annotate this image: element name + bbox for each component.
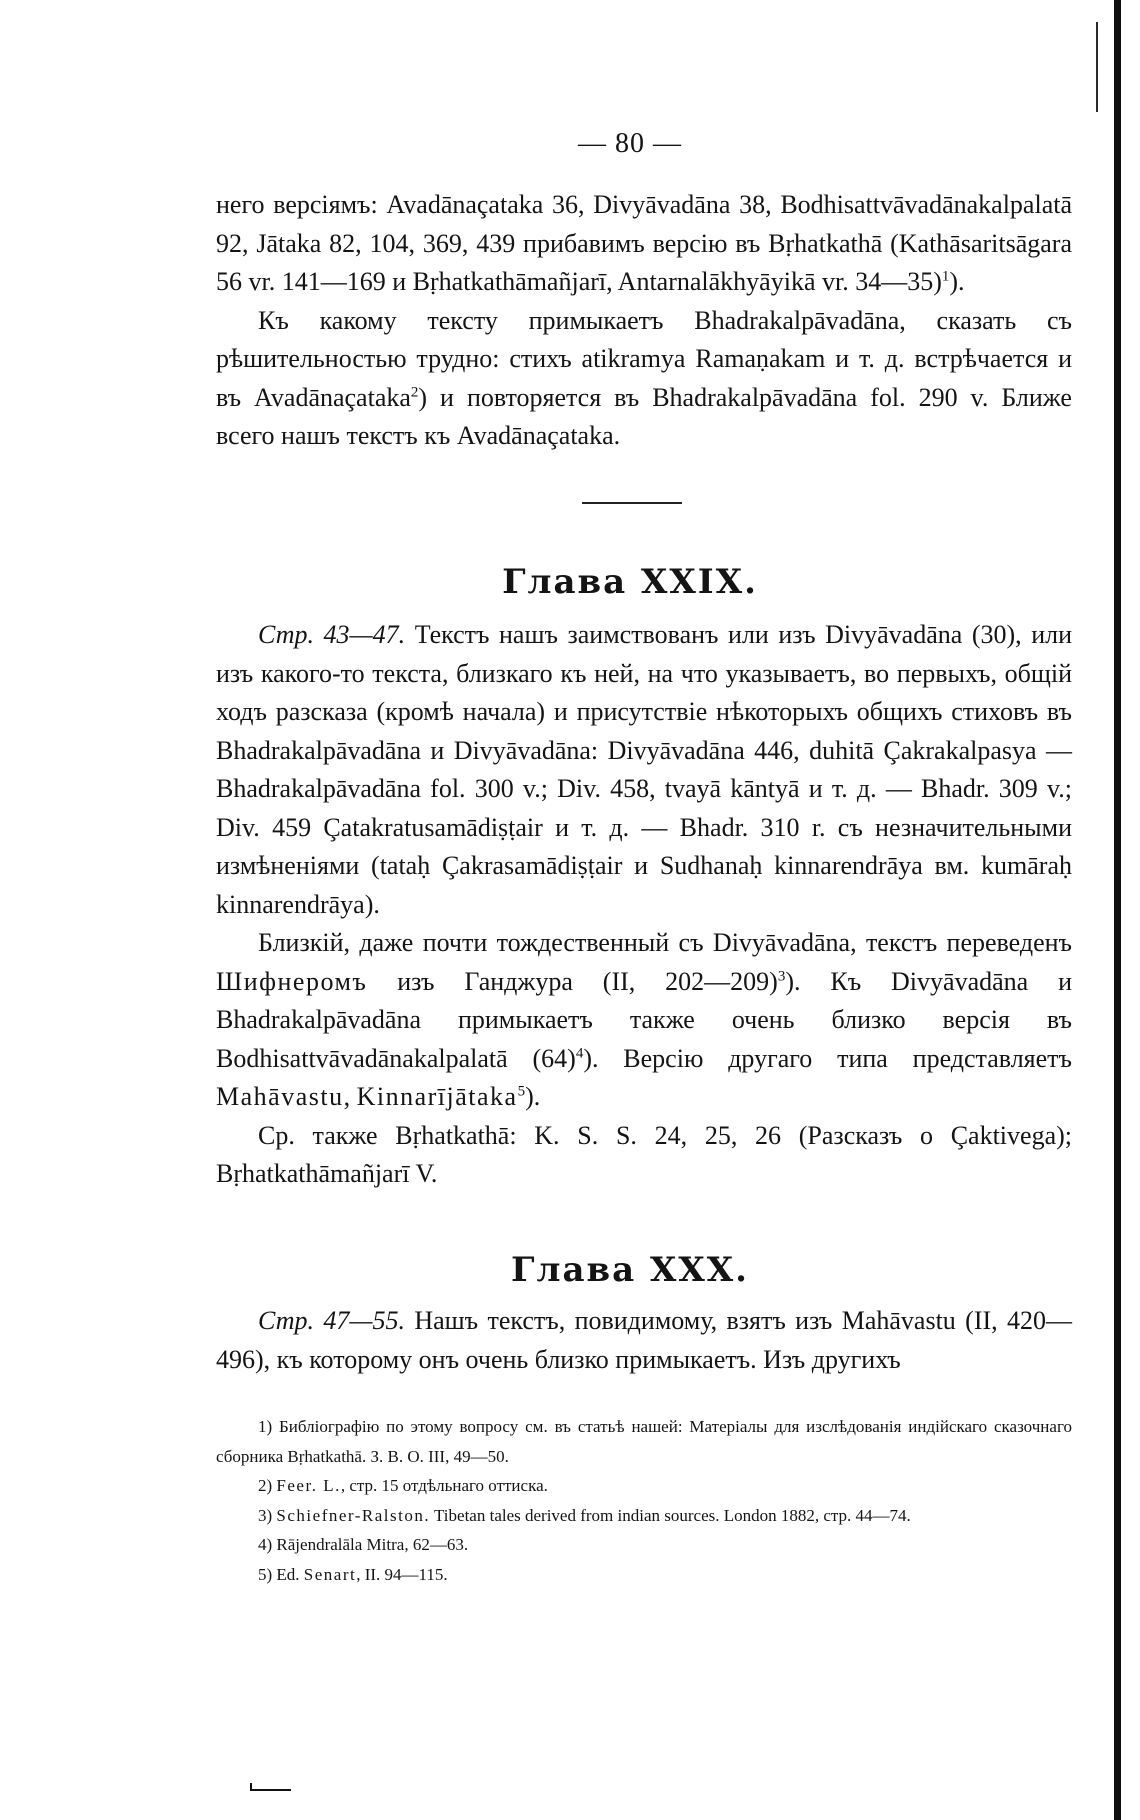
- author-name: Senart: [303, 1564, 357, 1584]
- paragraph: Ср. также Bṛhatkathā: K. S. S. 24, 25, 26 (Разсказъ о Çaktivega); Bṛhatkathāmañjarī V.: [216, 1120, 1072, 1188]
- footnote: 3) Schiefner-Ralston. Tibetan tales derived from indian sources. London 1882, стр. 44—74.: [258, 1505, 911, 1525]
- chapter-heading: Глава XXX.: [511, 1250, 749, 1290]
- footnote: 1) Библіографію по этому вопросу см. въ статьѣ нашей: Матеріалы для изслѣдованія индійскаго сказочнаго сборника Bṛhatkathā. З. В. О. III, 49—50.: [216, 1417, 1072, 1466]
- paragraph: Близкій, даже почти тождественный съ Divyāvadāna, текстъ переведенъ Шифнеромъ изъ Ганджура (II, 202—209)$^3$). Къ Divyāvadāna и Bhadrakalpāvadāna примыкаетъ также очень близко версія въ Bodhisattvāvadānakalpalatā $(64)^4$). Версію другаго типа представляетъ Mahāvastu, Kinnarījātaka$^5$).: [216, 928, 1072, 1111]
- page-edge-shadow: [1114, 0, 1121, 1820]
- chapter-29-text: [216, 616, 1072, 1194]
- footnote-ref: 5: [517, 1083, 526, 1100]
- page-reference: Стр. 47—55.: [258, 1306, 405, 1335]
- author-name: Feer. L.: [276, 1476, 341, 1495]
- page-reference: Стр. 43—47.: [258, 620, 406, 649]
- work-title: Kinnarījātaka: [356, 1082, 518, 1111]
- continuation-text: [216, 186, 1072, 456]
- paragraph: него версіямъ: Avadānaçataka 36, Divyāvadāna 38, Bodhisattvāvadānakalpalatā 92, Jātaka 82, 104, 369, 439 прибавимъ версію въ Bṛhatkathā (Kathāsaritsāgara 56 vr. 141—169 и Bṛhatkathāmañjarī, Antarnalākhyāyikā vr. 34—35)$^1$).: [216, 190, 1072, 296]
- paragraph: Къ какому тексту примыкаетъ Bhadrakalpāvadāna, сказать съ рѣшительностью трудно: стихъ atikramya Ramaṇakam и т. д. встрѣчается и въ Avadānaçataka$^2$) и повторяется въ Bhadrakalpāvadāna fol. 290 v. Ближе всего нашъ текстъ къ Avadānaçataka.: [216, 305, 1072, 450]
- footnote-ref: 2: [410, 383, 419, 400]
- footnote: 4) Rājendralāla Mitra, 62—63.: [258, 1535, 469, 1554]
- footnote-ref: 1: [941, 268, 950, 285]
- chapter-heading: Глава XXIX.: [502, 562, 758, 602]
- section-divider: [582, 502, 682, 504]
- page-edge-mark: [1096, 22, 1098, 112]
- footnote-ref: 3: [777, 967, 786, 984]
- scan-corner-mark: [250, 1783, 292, 1791]
- page-number: — 80 —: [578, 128, 682, 159]
- work-title: Mahāvastu: [216, 1082, 344, 1111]
- paragraph: Стр. 47—55. Нашъ текстъ, повидимому, взятъ изъ Mahāvastu (II, 420—496), къ которому онъ очень близко примыкаетъ. Изъ другихъ: [216, 1306, 1072, 1374]
- author-name: Шифнеромъ: [216, 966, 368, 996]
- footnote: 5) Ed. Senart, II. 94—115.: [258, 1564, 448, 1584]
- author-name: Schiefner-Ralston.: [276, 1505, 431, 1525]
- chapter-30-text: [216, 1302, 1072, 1379]
- footnote: 2) Feer. L., стр. 15 отдѣльнаго оттиска.: [258, 1476, 548, 1495]
- footnote-ref: 4: [575, 1044, 584, 1061]
- footnotes: [216, 1412, 1072, 1589]
- paragraph: Стр. 43—47. Текстъ нашъ заимствованъ или изъ Divyāvadāna (30), или изъ какого-то текста, близкаго къ ней, на что указываетъ, во первыхъ, общій ходъ разсказа (кромѣ начала) и присутствіе нѣкоторыхъ общихъ стиховъ въ Bhadrakalpāvadāna и Divyāvadāna: Divyāvadāna 446, duhitā Çakrakalpasya — Bhadrakalpāvadāna fol. 300 v.; Div. 458, tvayā kāntyā и т. д. — Bhadr. 309 v.; Div. 459 Çatakratusamādiṣṭair и т. д. — Bhadr. 310 r. съ незначительными измѣненіями (tataḥ Çakrasamādiṣṭair и Sudhanaḥ kinnarendrāya вм. kumāraḥ kinnarendrāya).: [216, 620, 1072, 919]
